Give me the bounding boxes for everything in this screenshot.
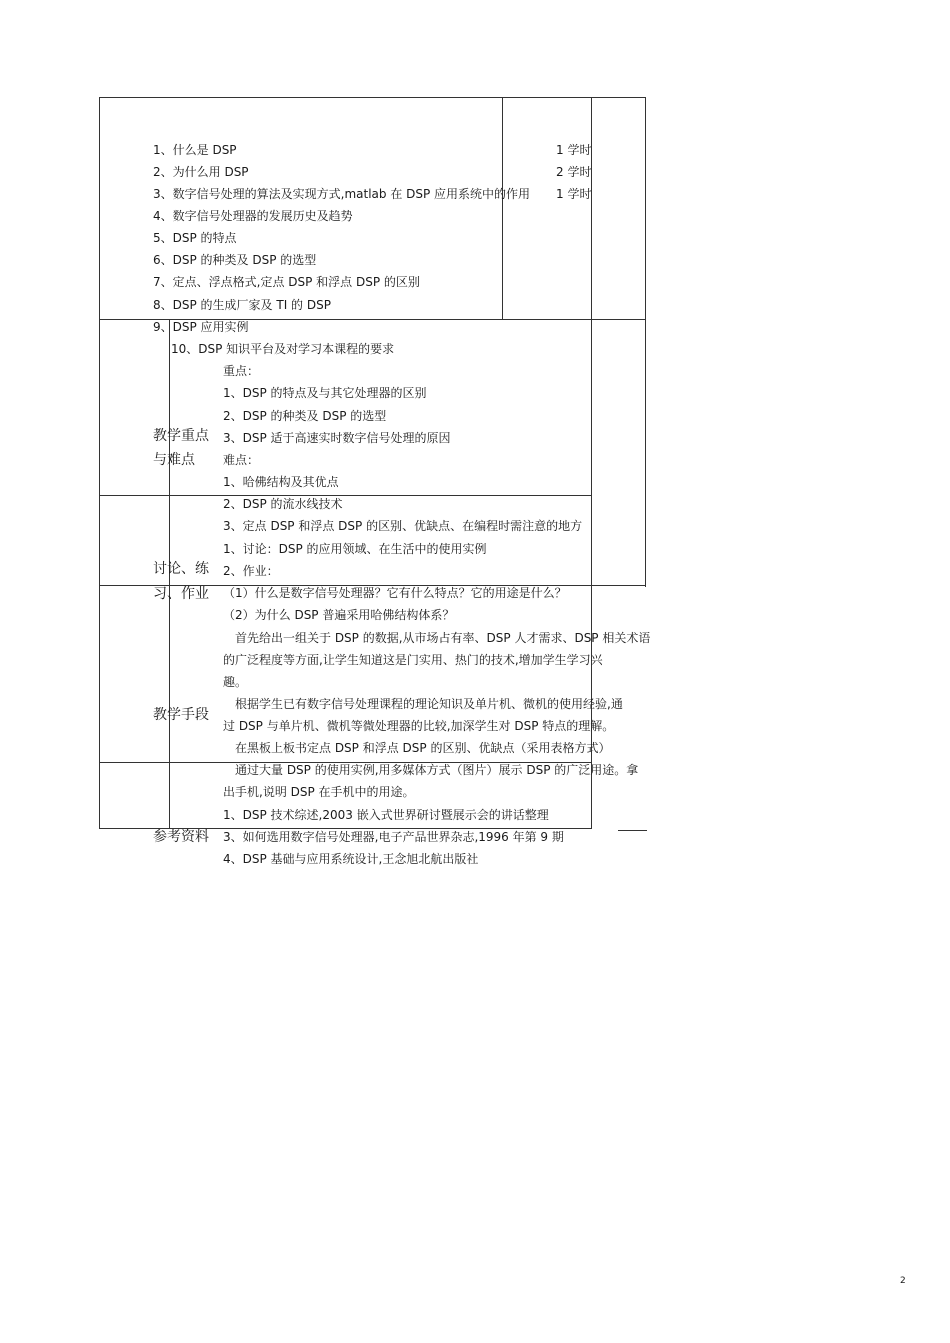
methods-line: 在黑板上板书定点 DSP 和浮点 DSP 的区别、优缺点（采用表格方式） (235, 741, 611, 755)
discussion-label: 讨论、练 (153, 561, 209, 577)
content-item: 9、DSP 应用实例 (153, 320, 249, 334)
content-item: 6、DSP 的种类及 DSP 的选型 (153, 253, 317, 267)
content-item: 1、什么是 DSP (153, 143, 237, 157)
table-row-divider (99, 495, 591, 496)
key-points-line: 3、DSP 适于高速实时数字信号处理的原因 (223, 431, 451, 445)
key-points-label: 与难点 (153, 452, 195, 468)
key-points-line: 2、DSP 的流水线技术 (223, 497, 343, 511)
table-right-border (645, 97, 646, 587)
discussion-line: 2、作业： (223, 564, 279, 578)
reference-item: 4、DSP 基础与应用系统设计,王念旭北航出版社 (223, 852, 479, 866)
content-item: 4、数字信号处理器的发展历史及趋势 (153, 209, 353, 223)
content-item: 8、DSP 的生成厂家及 TI 的 DSP (153, 298, 331, 312)
discussion-label: 习、作业 (153, 586, 209, 602)
methods-line: 首先给出一组关于 DSP 的数据,从市场占有率、DSP 人才需求、DSP 相关术语 (235, 631, 651, 645)
key-points-line: 1、哈佛结构及其优点 (223, 475, 339, 489)
hours-cell: 1 学时 (556, 187, 592, 201)
hours-cell: 1 学时 (556, 143, 592, 157)
table-top-border (99, 97, 645, 98)
key-points-line: 3、定点 DSP 和浮点 DSP 的区别、优缺点、在编程时需注意的地方 (223, 519, 583, 533)
content-item: 2、为什么用 DSP (153, 165, 249, 179)
discussion-line: 1、讨论：DSP 的应用领域、在生活中的使用实例 (223, 542, 487, 556)
references-label: 参考资料 (153, 829, 209, 845)
content-item: 5、DSP 的特点 (153, 231, 237, 245)
methods-line: 出手机,说明 DSP 在手机中的用途。 (223, 785, 415, 799)
methods-label: 教学手段 (153, 707, 209, 723)
methods-line: 的广泛程度等方面,让学生知道这是门实用、热门的技术,增加学生学习兴 (223, 653, 603, 667)
discussion-line: （2）为什么 DSP 普遍采用哈佛结构体系？ (223, 608, 455, 622)
hours-cell: 2 学时 (556, 165, 592, 179)
content-item: 3、数字信号处理的算法及实现方式,matlab 在 DSP 应用系统中的作用 (153, 187, 531, 201)
methods-line: 通过大量 DSP 的使用实例,用多媒体方式（图片）展示 DSP 的广泛用途。拿 (235, 763, 639, 777)
methods-line: 根据学生已有数字信号处理课程的理论知识及单片机、微机的使用经验,通 (235, 697, 623, 711)
methods-line: 过 DSP 与单片机、微机等微处理器的比较,加深学生对 DSP 特点的理解。 (223, 719, 615, 733)
key-points-line: 重点： (223, 364, 260, 378)
reference-item: 1、DSP 技术综述,2003 嵌入式世界研讨暨展示会的讲话整理 (223, 808, 549, 822)
key-points-line: 2、DSP 的种类及 DSP 的选型 (223, 409, 387, 423)
content-item: 10、DSP 知识平台及对学习本课程的要求 (171, 342, 395, 356)
key-points-line: 1、DSP 的特点及与其它处理器的区别 (223, 386, 427, 400)
hours-column-divider (502, 97, 503, 319)
page-number: 2 (900, 1276, 906, 1286)
reference-item: 3、如何选用数字信号处理器,电子产品世界杂志,1996 年第 9 期 (223, 830, 564, 844)
table-bottom-border-fragment (618, 830, 647, 831)
content-item: 7、定点、浮点格式,定点 DSP 和浮点 DSP 的区别 (153, 275, 420, 289)
key-points-label: 教学重点 (153, 428, 209, 444)
discussion-line: （1）什么是数字信号处理器？它有什么特点？它的用途是什么？ (223, 586, 567, 600)
table-left-border (99, 97, 100, 829)
methods-line: 趣。 (223, 675, 248, 689)
key-points-line: 难点： (223, 453, 260, 467)
